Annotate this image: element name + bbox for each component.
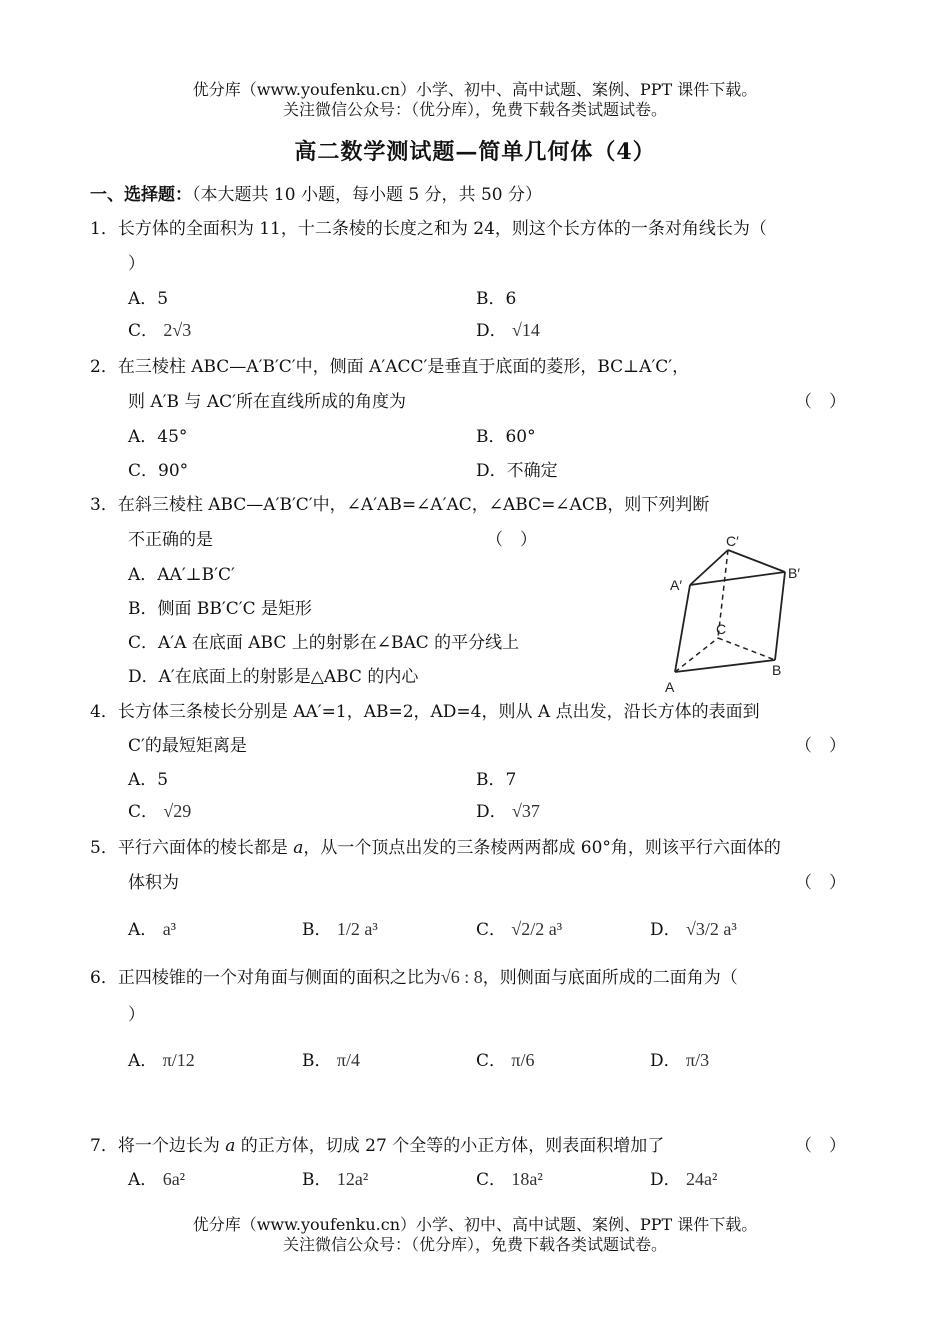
q4-stem-line1: 4．长方体三条棱长分别是 AA′=1，AB=2，AD=4，则从 A 点出发，沿长方体的表面到 bbox=[90, 702, 760, 722]
q2-option-b: B．60° bbox=[476, 427, 536, 447]
q6-ratio-math: √6 : 8 bbox=[440, 967, 483, 987]
q4-option-c-math: √29 bbox=[163, 801, 192, 821]
q5-option-a-math: a³ bbox=[162, 919, 177, 939]
q3-option-c: C．A′A 在底面 ABC 上的射影在∠BAC 的平分线上 bbox=[128, 633, 520, 653]
q5-option-b-math: 1/2 a³ bbox=[336, 919, 378, 939]
header-line-1: 优分库（www.youfenku.cn）小学、初中、高中试题、案例、PPT 课件下载。 bbox=[192, 80, 758, 99]
label-a1: A′ bbox=[670, 577, 682, 593]
section-note: （本大题共 10 小题，每小题 5 分，共 50 分） bbox=[192, 185, 543, 205]
q7-stem-line1: 7．将一个边长为 a 的正方体，切成 27 个全等的小正方体，则表面积增加了 bbox=[90, 1136, 665, 1156]
label-c: C bbox=[716, 621, 727, 637]
q7-option-b: B． 12a² bbox=[302, 1169, 369, 1190]
q2-option-a: A．45° bbox=[128, 427, 188, 447]
page-title: 高二数学测试题—简单几何体（4） bbox=[294, 139, 656, 165]
q6-option-d: D． π/3 bbox=[650, 1050, 710, 1071]
q6-option-d-math: π/3 bbox=[686, 1050, 710, 1070]
q1-stem-line1: 1．长方体的全面积为 11，十二条棱的长度之和为 24，则这个长方体的一条对角线长为（ bbox=[90, 219, 767, 239]
q1-option-b: B．6 bbox=[476, 289, 517, 309]
q5-stem-line2: 体积为 bbox=[128, 873, 179, 893]
q2-stem-line2: 则 A′B 与 AC′所在直线所成的角度为 bbox=[128, 392, 406, 412]
edge-a1-b1 bbox=[690, 572, 785, 585]
q1-option-c: C． 2√3 bbox=[128, 320, 192, 341]
q6-stem-line1: 6．正四棱锥的一个对角面与侧面的面积之比为√6 : 8，则侧面与底面所成的二面角为（ bbox=[90, 967, 738, 988]
q7-option-a: A． 6a² bbox=[128, 1169, 186, 1190]
label-b1: B′ bbox=[788, 565, 800, 581]
q3-stem-line1: 3．在斜三棱柱 ABC—A′B′C′中，∠A′AB=∠A′AC，∠ABC=∠ACB，则下列判断 bbox=[90, 495, 710, 515]
q6-option-b-math: π/4 bbox=[336, 1050, 360, 1070]
q5-answer-paren: （ ） bbox=[795, 873, 846, 893]
q7-option-d: D． 24a² bbox=[650, 1169, 718, 1190]
header-line-2: 关注微信公众号：（优分库），免费下载各类试题试卷。 bbox=[282, 100, 667, 119]
q5-option-b: B． 1/2 a³ bbox=[302, 919, 378, 940]
q5-option-c-math: √2/2 a³ bbox=[511, 919, 563, 939]
q4-stem-line2: C′的最短矩离是 bbox=[128, 736, 247, 756]
q3-stem-line2: 不正确的是 bbox=[128, 530, 213, 550]
q1-option-c-math: 2√3 bbox=[163, 320, 192, 340]
edge-a-a1 bbox=[675, 585, 690, 672]
section-heading bbox=[90, 180, 542, 205]
edge-c1-b1 bbox=[728, 550, 785, 572]
q2-option-c: C．90° bbox=[128, 461, 189, 481]
q6-option-a: A． π/12 bbox=[128, 1050, 195, 1071]
q7-answer-paren: （ ） bbox=[795, 1136, 846, 1156]
q1-option-d: D． √14 bbox=[476, 320, 540, 341]
q4-option-c: C． √29 bbox=[128, 801, 192, 822]
q3-option-d: D．A′在底面上的射影是△ABC 的内心 bbox=[128, 667, 419, 687]
q3-prism-figure bbox=[660, 530, 820, 700]
q4-option-d-math: √37 bbox=[512, 801, 540, 821]
q2-answer-paren: （ ） bbox=[795, 392, 846, 412]
q7-option-c: C． 18a² bbox=[476, 1169, 543, 1190]
q6-option-c-math: π/6 bbox=[511, 1050, 535, 1070]
q7-option-b-math: 12a² bbox=[336, 1169, 369, 1189]
q4-option-a: A．5 bbox=[128, 770, 169, 790]
q3-option-b: B．侧面 BB′C′C 是矩形 bbox=[128, 599, 313, 619]
q2-option-d: D．不确定 bbox=[476, 461, 558, 481]
section-label: 一、选择题： bbox=[90, 185, 192, 205]
label-c1: C′ bbox=[726, 533, 739, 549]
q4-option-b: B．7 bbox=[476, 770, 517, 790]
q4-option-d: D． √37 bbox=[476, 801, 540, 822]
q6-stem-line2: ） bbox=[128, 1005, 145, 1025]
q5-option-c: C． √2/2 a³ bbox=[476, 919, 563, 940]
footer-line-1: 优分库（www.youfenku.cn）小学、初中、高中试题、案例、PPT 课件下载。 bbox=[192, 1215, 758, 1234]
q5-option-a: A． a³ bbox=[128, 919, 177, 940]
q3-option-a: A．AA′⊥B′C′ bbox=[128, 565, 235, 585]
q1-stem-line2: ） bbox=[128, 254, 145, 274]
q4-answer-paren: （ ） bbox=[795, 736, 846, 756]
q3-answer-paren: （ ） bbox=[486, 530, 537, 550]
q7-option-d-math: 24a² bbox=[686, 1169, 718, 1189]
q7-option-a-math: 6a² bbox=[162, 1169, 186, 1189]
edge-b-b1 bbox=[775, 572, 785, 660]
q6-option-a-math: π/12 bbox=[162, 1050, 195, 1070]
q5-option-d: D． √3/2 a³ bbox=[650, 919, 737, 940]
q1-option-a: A．5 bbox=[128, 289, 169, 309]
q6-option-b: B． π/4 bbox=[302, 1050, 360, 1071]
q1-option-d-math: √14 bbox=[512, 320, 540, 340]
q5-option-d-math: √3/2 a³ bbox=[686, 919, 737, 939]
q6-option-c: C． π/6 bbox=[476, 1050, 535, 1071]
q7-option-c-math: 18a² bbox=[511, 1169, 543, 1189]
q5-stem-line1: 5．平行六面体的棱长都是 a，从一个顶点出发的三条棱两两都成 60°角，则该平行六面体的 bbox=[90, 838, 781, 858]
label-a: A bbox=[665, 679, 675, 695]
q2-stem-line1: 2．在三棱柱 ABC—A′B′C′中，侧面 A′ACC′是垂直于底面的菱形，BC⊥A′C′， bbox=[90, 357, 690, 377]
edge-c-b-hidden bbox=[718, 638, 775, 660]
edge-a-b bbox=[675, 660, 775, 672]
footer-line-2: 关注微信公众号：（优分库），免费下载各类试题试卷。 bbox=[282, 1235, 667, 1254]
label-b: B bbox=[772, 662, 782, 678]
